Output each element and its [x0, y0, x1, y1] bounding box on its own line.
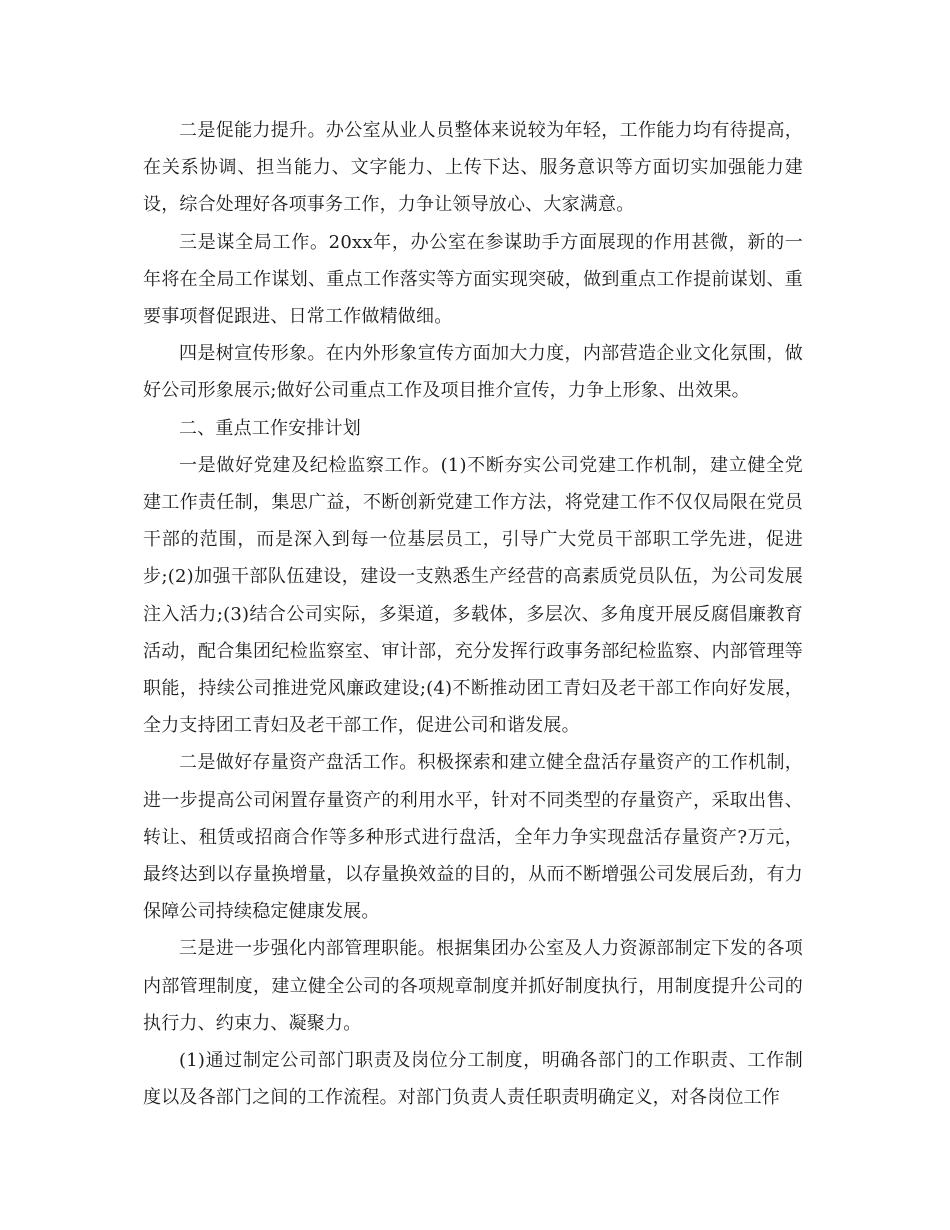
paragraph-overall-planning: 三是谋全局工作。20xx年，办公室在参谋助手方面展现的作用甚微，新的一年将在全局工作谋划、重点工作落实等方面实现突破，做到重点工作提前谋划、重要事项督促跟进、日常工作做精做细。 [143, 231, 803, 328]
paragraph-internal-management: 三是进一步强化内部管理职能。根据集团办公室及人力资源部制定下发的各项内部管理制度，建立健全公司的各项规章制度并抓好制度执行，用制度提升公司的执行力、约束力、凝聚力。 [143, 938, 803, 1034]
document-body [143, 112, 803, 1116]
paragraph-department-duties: (1)通过制定公司部门职责及岗位分工制度，明确各部门的工作职责、工作制度以及各部门之间的工作流程。对部门负责人责任职责明确定义，对各岗位工作 [143, 1050, 803, 1109]
paragraph-ability: 二是促能力提升。办公室从业人员整体来说较为年轻，工作能力均有待提高，在关系协调、担当能力、文字能力、上传下达、服务意识等方面切实加强能力建设，综合处理好各项事务工作，力争让领导放心、大家满意。 [143, 120, 803, 216]
section-heading: 二、重点工作安排计划 [179, 417, 361, 439]
paragraph-publicity: 四是树宣传形象。在内外形象宣传方面加大力度，内部营造企业文化氛围，做好公司形象展示;做好公司重点工作及项目推介宣传，力争上形象、出效果。 [143, 343, 803, 402]
paragraph-party-building: 一是做好党建及纪检监察工作。(1)不断夯实公司党建工作机制，建立健全党建工作责任制，集思广益，不断创新党建工作方法，将党建工作不仅仅局限在党员干部的范围，而是深入到每一位基层员工，引导广大党员干部职工学先进，促进步;(2)加强干部队伍建设，建设一支熟悉生产经营的高素质党员队伍，为公司发展注入活力;(3)结合公司实际，多渠道，多载体，多层次、多角度开展反腐倡廉教育活动，配合集团纪检监察室、审计部，充分发挥行政事务部纪检监察、内部管理等职能，持续公司推进党风廉政建设;(4)不断推动团工青妇及老干部工作向好发展，全力支持团工青妇及老干部工作，促进公司和谐发展。 [143, 454, 803, 737]
paragraph-asset-revitalization: 二是做好存量资产盘活工作。积极探索和建立健全盘活存量资产的工作机制，进一步提高公司闲置存量资产的利用水平，针对不同类型的存量资产，采取出售、转让、租赁或招商合作等多种形式进行盘活，全年力争实现盘活存量资产?万元，最终达到以存量换增量，以存量换效益的目的，从而不断增强公司发展后劲，有力保障公司持续稳定健康发展。 [143, 752, 803, 923]
